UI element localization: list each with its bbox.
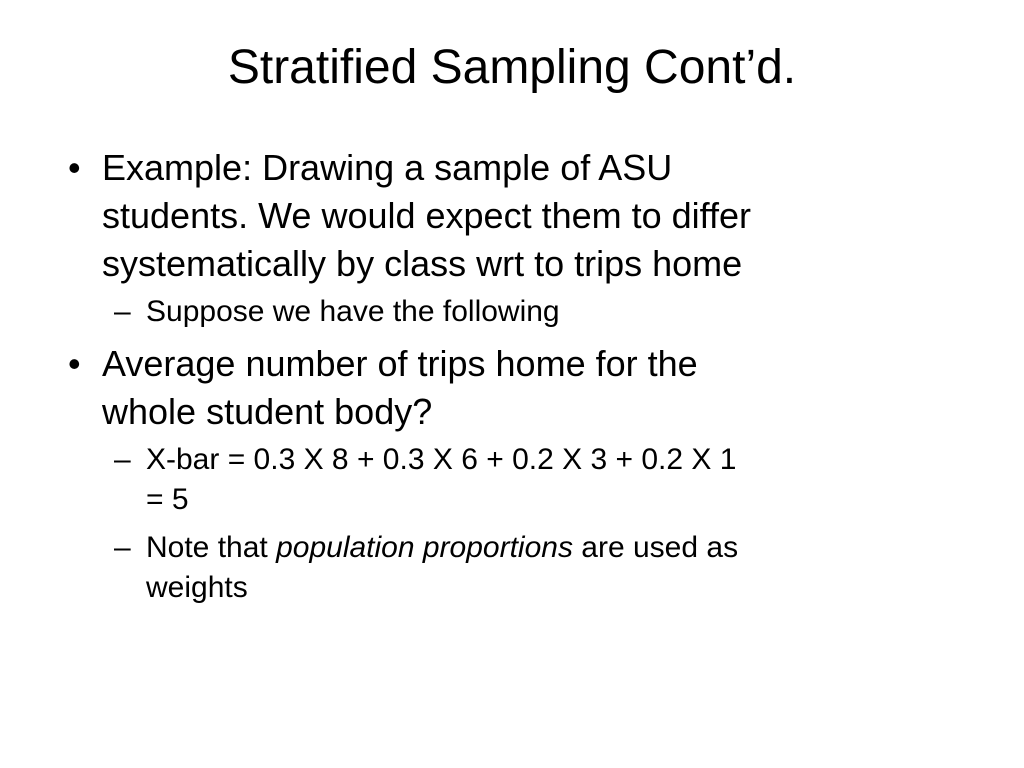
sub-bullet-note [114, 528, 960, 608]
sub-bullet-line: = 5 [146, 483, 189, 516]
dash-marker: – [114, 295, 131, 328]
sub-bullet-line: weights [146, 571, 248, 604]
slide-body [60, 144, 960, 616]
bullet-line: Average number of trips home for the [102, 343, 698, 384]
sub-bullet-line: X-bar = 0.3 X 8 + 0.3 X 6 + 0.2 X 3 + 0.2 X 1 [146, 443, 737, 476]
sub-bullet-line [146, 528, 960, 568]
bullet-line: Example: Drawing a sample of ASU [102, 147, 673, 188]
note-emphasis: population proportions [276, 531, 573, 564]
slide-title: Stratified Sampling Cont’d. [227, 41, 797, 94]
note-prefix: Note that [146, 531, 277, 564]
sub-bullet-xbar [114, 440, 960, 520]
bullet-line: whole student body? [102, 391, 433, 432]
dash-marker: – [114, 531, 131, 564]
bullet-item-average [60, 340, 960, 436]
bullet-item-example [60, 144, 960, 288]
sub-bullet-suppose [114, 292, 960, 332]
note-suffix: are used as [572, 531, 739, 564]
bullet-marker: • [68, 147, 81, 188]
bullet-marker: • [68, 343, 81, 384]
bullet-line: systematically by class wrt to trips home [102, 243, 743, 284]
dash-marker: – [114, 443, 131, 476]
sub-bullet-line: Suppose we have the following [146, 295, 560, 328]
bullet-line: students. We would expect them to differ [102, 195, 752, 236]
